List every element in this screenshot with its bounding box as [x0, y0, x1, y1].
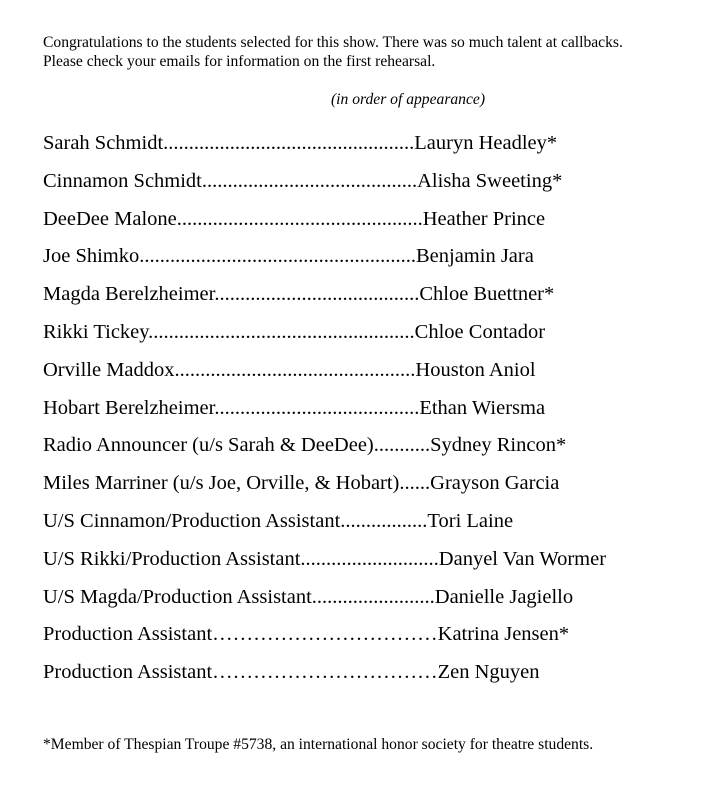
cast-entry: Orville Maddox...............................................Houston Aniol: [43, 358, 536, 381]
footnote: *Member of Thespian Troupe #5738, an international honor society for theatre students.: [43, 736, 594, 753]
cast-entry: U/S Magda/Production Assistant........................Danielle Jagiello: [43, 585, 574, 608]
cast-entry: Hobart Berelzheimer........................................Ethan Wiersma: [43, 396, 546, 419]
cast-entry: DeeDee Malone................................................Heather Prince: [43, 207, 546, 230]
cast-entry: Rikki Tickey....................................................Chloe Contador: [43, 320, 546, 343]
intro-paragraph: [43, 33, 713, 71]
cast-entry: Cinnamon Schmidt..........................................Alisha Sweeting*: [43, 169, 563, 192]
intro-line-1: Congratulations to the students selected for this show. There was so much talent at callbacks.: [43, 34, 623, 51]
intro-line-2: Please check your emails for information on the first rehearsal.: [43, 53, 436, 70]
cast-list: [43, 131, 713, 698]
cast-entry: U/S Cinnamon/Production Assistant.................Tori Laine: [43, 509, 514, 532]
cast-entry: Miles Marriner (u/s Joe, Orville, & Hobart)......Grayson Garcia: [43, 472, 560, 495]
cast-entry: Production Assistant……………………………Katrina Jensen*: [43, 623, 570, 646]
cast-entry: Radio Announcer (u/s Sarah & DeeDee)...........Sydney Rincon*: [43, 434, 567, 457]
subtitle: (in order of appearance): [330, 91, 486, 108]
cast-entry: U/S Rikki/Production Assistant...........................Danyel Van Wormer: [43, 547, 607, 570]
cast-entry: Joe Shimko......................................................Benjamin Jara: [43, 245, 534, 268]
cast-entry: Magda Berelzheimer........................................Chloe Buettner*: [43, 283, 555, 306]
cast-entry: Sarah Schmidt.................................................Lauryn Headley*: [43, 132, 558, 154]
cast-entry: Production Assistant……………………………Zen Nguyen: [43, 661, 540, 684]
